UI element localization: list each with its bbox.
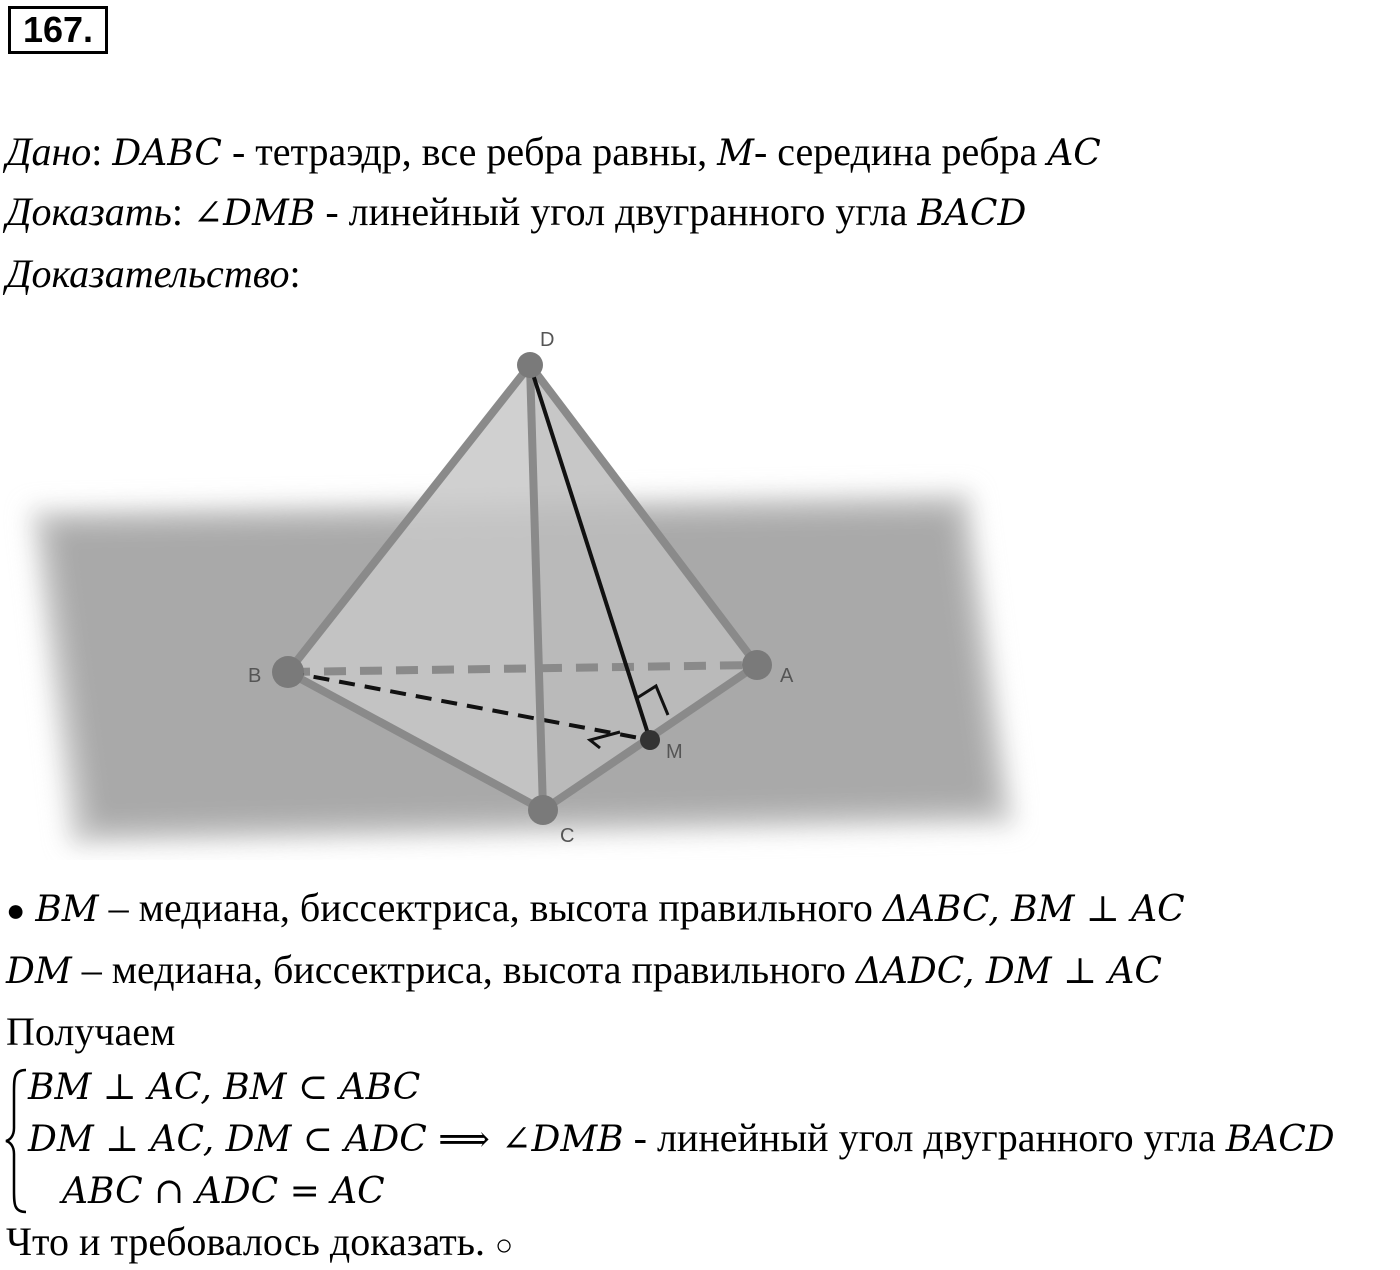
proof-label-line: Доказательство: xyxy=(6,251,301,296)
label-a: A xyxy=(780,665,794,687)
system-row-1: BM ⊥ AC, BM ⊂ ABC xyxy=(28,1067,421,1108)
prove-label: Доказать xyxy=(6,189,172,234)
tetrahedron-name: DABC xyxy=(112,133,222,174)
label-d: D xyxy=(540,329,555,351)
label-m: M xyxy=(666,741,683,763)
prove-line: Доказать: ∠DMB - линейный угол двугранного угла BACD xyxy=(6,189,1027,234)
point-m-dot xyxy=(640,730,660,750)
tetrahedron-figure xyxy=(0,320,1040,860)
system-row-3: ABC ∩ ADC = AC xyxy=(62,1171,385,1212)
label-c: C xyxy=(560,825,575,847)
problem-number: 167. xyxy=(8,6,108,54)
point-m: M xyxy=(717,133,754,174)
statement-bm: ● BM – медиана, биссектриса, высота правильного ΔABC, BM ⊥ AC xyxy=(6,885,1185,930)
edge-ac: AC xyxy=(1047,133,1101,174)
given-label: Дано xyxy=(6,129,92,174)
statement-dm: DM – медиана, биссектриса, высота правильного ΔADC, DM ⊥ AC xyxy=(6,947,1162,992)
vertex-c xyxy=(528,795,558,825)
system-brace xyxy=(4,1066,30,1216)
system-row-2: DM ⊥ AC, DM ⊂ ADC ⟹ ∠DMB - линейный угол двугранного угла BACD xyxy=(28,1115,1335,1160)
given-line: Дано: DABC - тетраэдр, все ребра равны, M- середина ребра AC xyxy=(6,129,1101,174)
qed-circle-icon: ○ xyxy=(495,1229,514,1262)
vertex-a xyxy=(742,650,772,680)
vertex-d xyxy=(517,352,543,378)
proof-label: Доказательство xyxy=(6,251,290,296)
bullet-icon: ● xyxy=(6,892,26,928)
obtain-line: Получаем xyxy=(6,1009,176,1054)
dihedral-bacd: BACD xyxy=(917,193,1027,234)
angle-dmb: ∠DMB xyxy=(192,193,316,234)
qed-line: Что и требовалось доказать. ○ xyxy=(6,1219,514,1264)
vertex-b xyxy=(272,656,304,688)
label-b: B xyxy=(248,665,262,687)
